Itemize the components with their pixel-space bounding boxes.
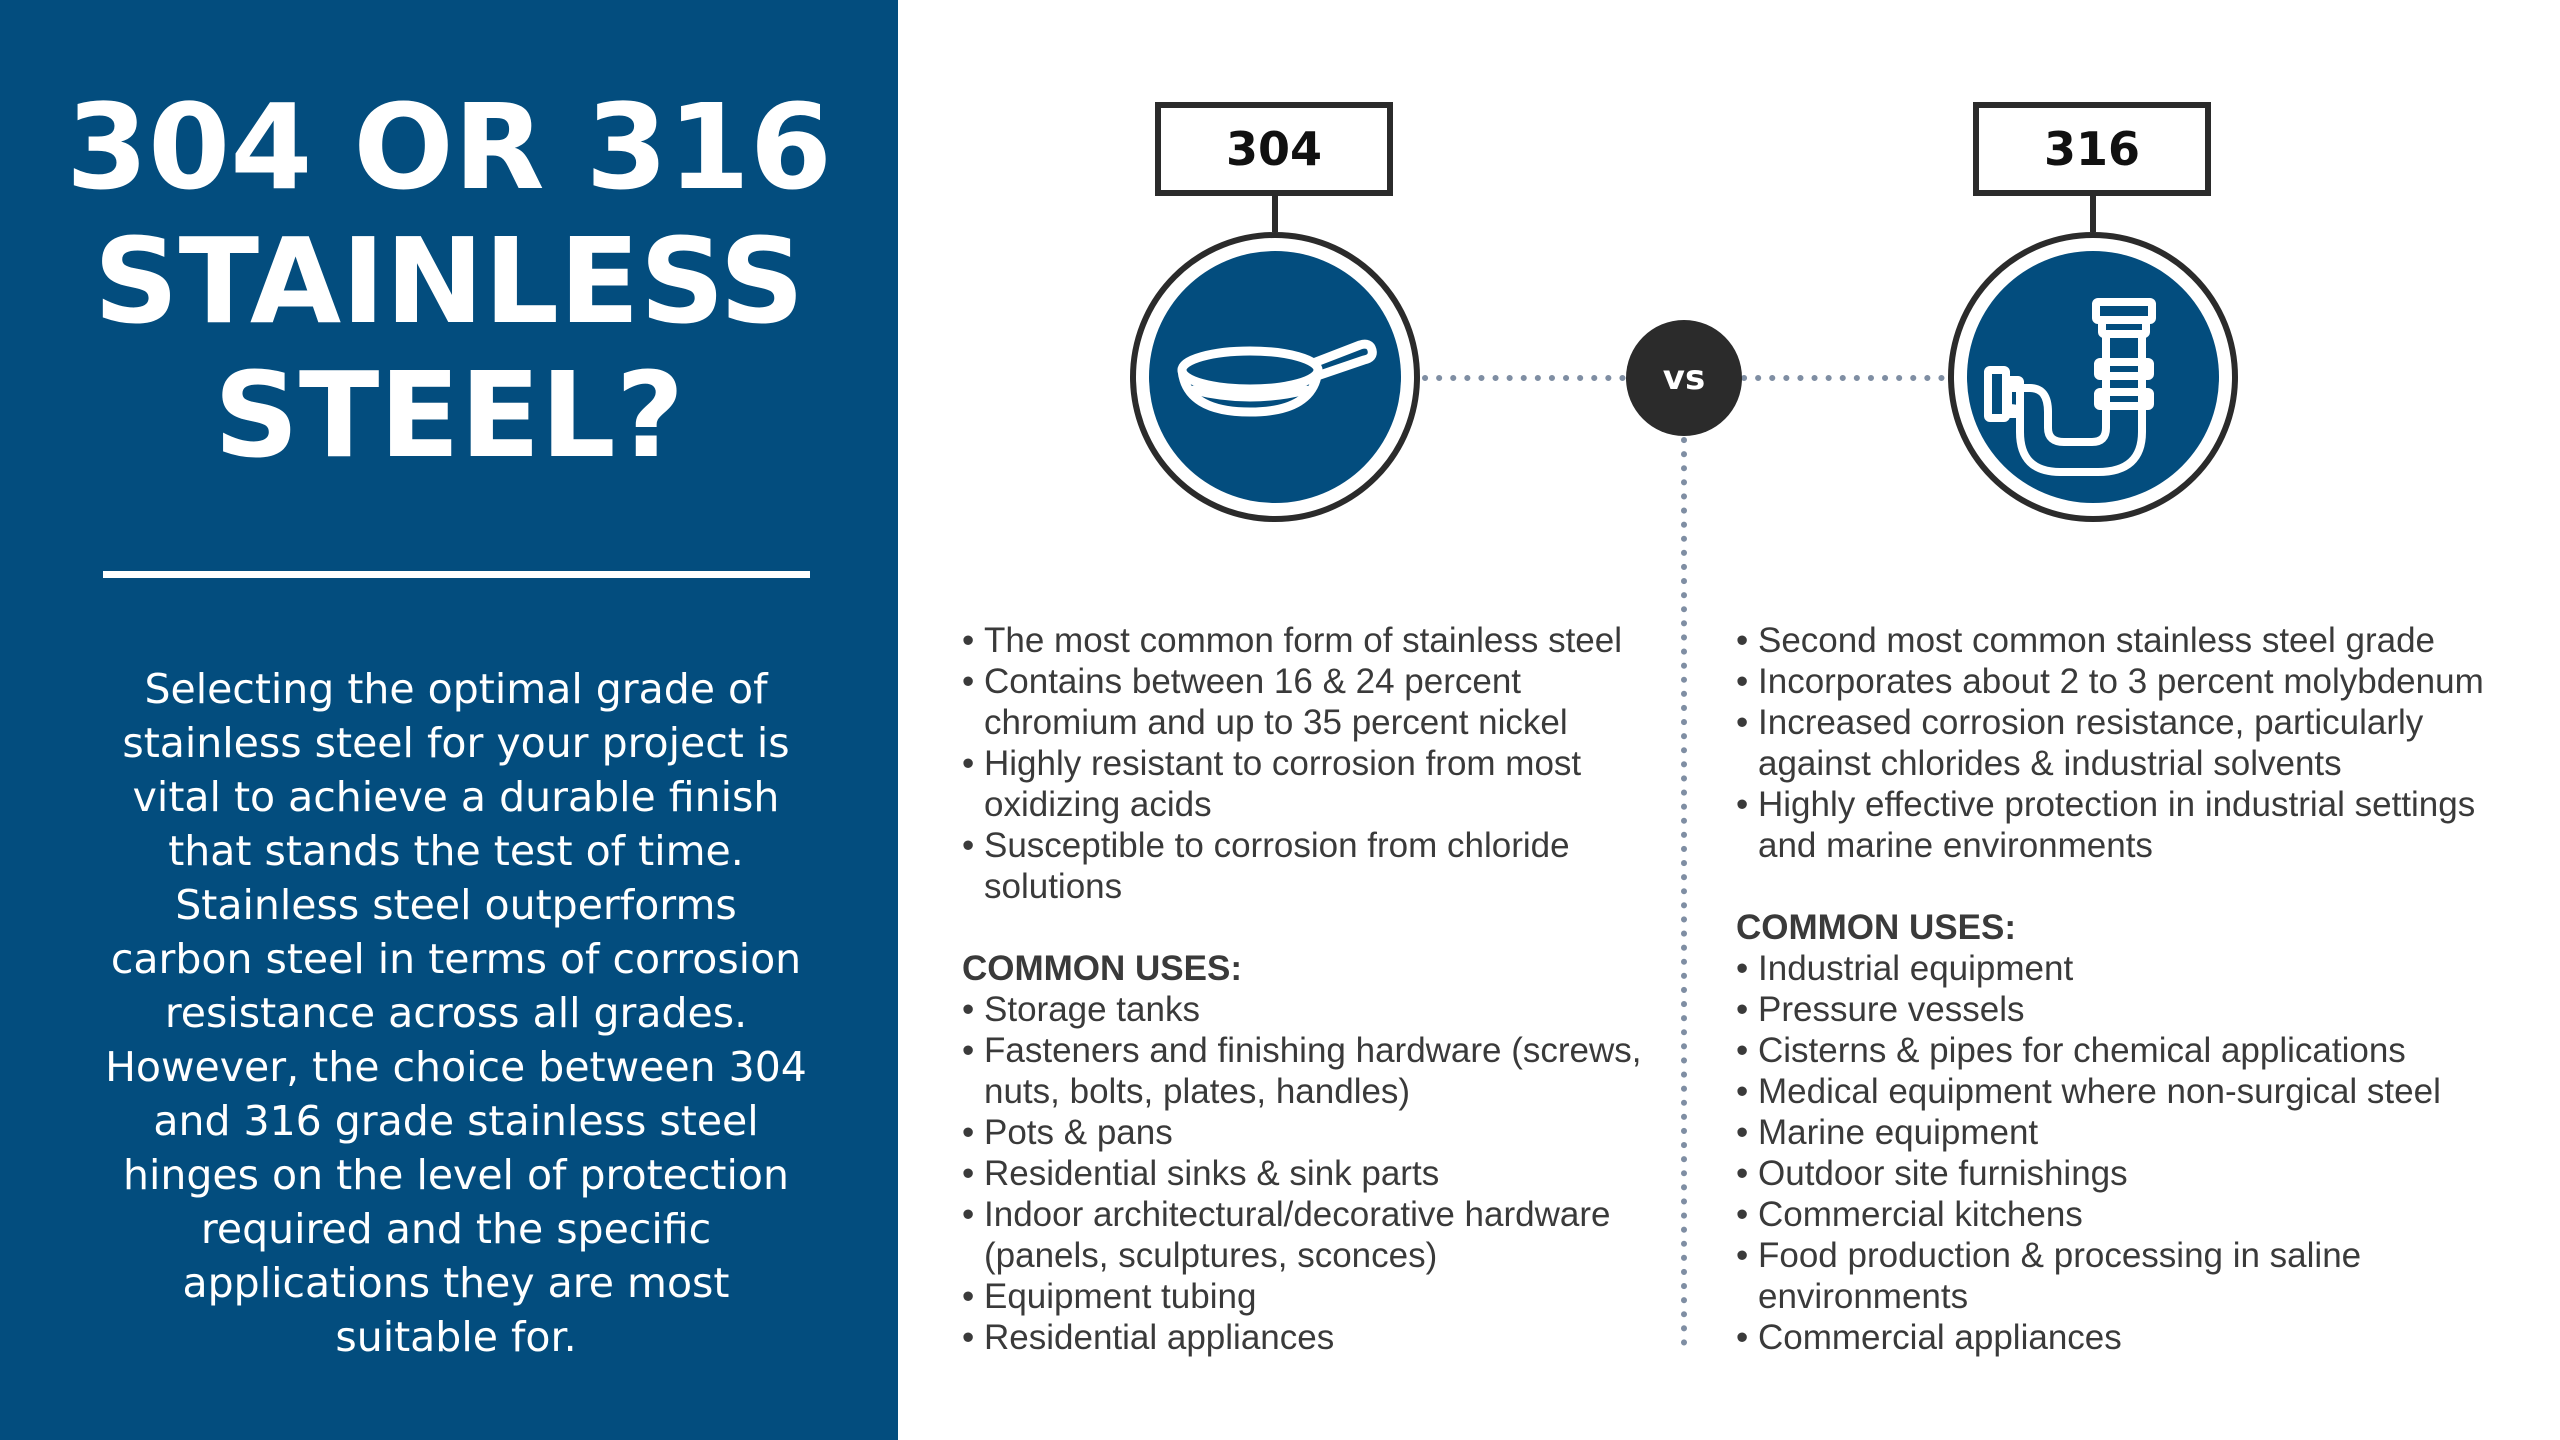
feature-item: • Susceptible to corrosion from chloride solutions [962, 825, 1682, 907]
use-item: • Equipment tubing [962, 1276, 1682, 1317]
grade-label-304: 304 [1155, 102, 1393, 196]
use-item: • Cisterns & pipes for chemical applications [1736, 1030, 2516, 1071]
use-item: • Medical equipment where non-surgical steel [1736, 1071, 2516, 1112]
title-line-2: STAINLESS [93, 212, 805, 350]
vs-badge: vs [1626, 320, 1742, 436]
use-item: • Indoor architectural/decorative hardware (panels, sculptures, sconces) [962, 1194, 1682, 1276]
feature-item: • Increased corrosion resistance, particularly against chlorides & industrial solvents [1736, 702, 2516, 784]
grade-316-features [1736, 620, 2516, 866]
use-item: • Marine equipment [1736, 1112, 2516, 1153]
use-item: • Pots & pans [962, 1112, 1682, 1153]
grade-304-uses-heading: COMMON USES: [962, 949, 1242, 988]
feature-item: • Second most common stainless steel grade [1736, 620, 2516, 661]
grade-304-uses [962, 989, 1682, 1358]
grade-304-features [962, 620, 1682, 907]
use-item: • Commercial kitchens [1736, 1194, 2516, 1235]
feature-item: • Highly resistant to corrosion from most oxidizing acids [962, 743, 1682, 825]
grade-label-316: 316 [1973, 102, 2211, 196]
use-item: • Storage tanks [962, 989, 1682, 1030]
frying-pan-icon [1130, 232, 1420, 522]
use-item: • Residential sinks & sink parts [962, 1153, 1682, 1194]
intro-paragraph: Selecting the optimal grade of stainless steel for your project is vital to achieve a durable finish that stands the test of time. Stainless steel outperforms carbon steel in terms of corrosion resistance across all grades. However, the choice between 304 and 316 grade stainless steel hinges on the level of protection required and the specific applications they are most suitable for. [105, 665, 807, 1361]
use-item: • Residential appliances [962, 1317, 1682, 1358]
grade-316-uses [1736, 948, 2516, 1358]
grade-304-details [962, 620, 1682, 1358]
title-line-1: 304 OR 316 [66, 78, 832, 216]
pipe-fitting-icon [1948, 232, 2238, 522]
feature-item: • Incorporates about 2 to 3 percent molybdenum [1736, 661, 2516, 702]
grade-316-details [1736, 620, 2516, 1358]
use-item: • Food production & processing in saline environments [1736, 1235, 2516, 1317]
feature-item: • Highly effective protection in industrial settings and marine environments [1736, 784, 2516, 866]
use-item: • Fasteners and finishing hardware (screws, nuts, bolts, plates, handles) [962, 1030, 1682, 1112]
use-item: • Commercial appliances [1736, 1317, 2516, 1358]
feature-item: • Contains between 16 & 24 percent chromium and up to 35 percent nickel [962, 661, 1682, 743]
use-item: • Pressure vessels [1736, 989, 2516, 1030]
feature-item: • The most common form of stainless steel [962, 620, 1682, 661]
grade-316-uses-heading: COMMON USES: [1736, 908, 2016, 947]
title-line-3: STEEL? [213, 346, 685, 484]
use-item: • Outdoor site furnishings [1736, 1153, 2516, 1194]
use-item: • Industrial equipment [1736, 948, 2516, 989]
